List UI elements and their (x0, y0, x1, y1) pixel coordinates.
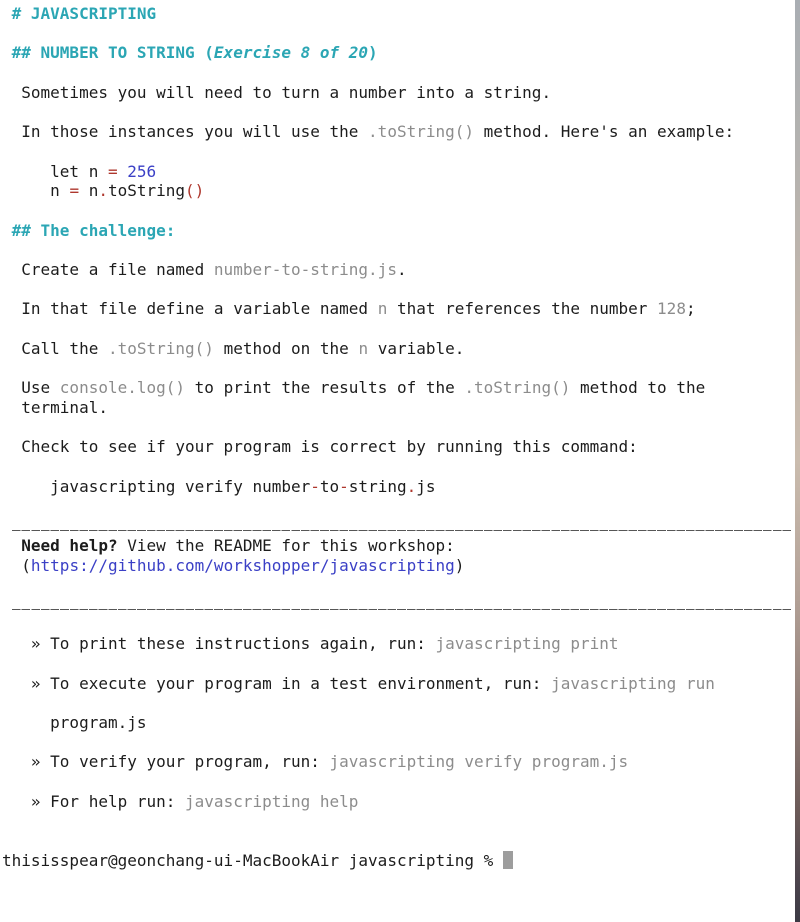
heading-text: ) (368, 43, 378, 63)
blank-line (2, 319, 795, 339)
blank-line (2, 693, 795, 713)
bullet-run-wrap (2, 713, 795, 733)
need-help-line (2, 536, 795, 556)
inline-code: .toString() (368, 122, 475, 142)
text: Create a file named (2, 260, 214, 280)
shell-prompt: thisisspear@geonchang-ui-MacBookAir javascripting % (2, 850, 503, 870)
syntax-symbol: - (310, 476, 320, 496)
text: View the README for this workshop: (117, 535, 455, 555)
markdown-h2-exercise (2, 43, 795, 63)
text: program.js (2, 713, 147, 733)
blank-line (2, 359, 795, 379)
blank-line (2, 102, 795, 122)
paragraph-console-log (2, 378, 795, 398)
text: ; (685, 299, 696, 319)
blank-line (2, 615, 795, 635)
blank-line (2, 24, 795, 44)
text: Sometimes you will need to turn a number into a string. (2, 82, 552, 102)
blank-line (2, 772, 795, 792)
text: toString (107, 181, 186, 201)
github-link[interactable]: https://github.com/workshopper/javascripting (30, 555, 455, 575)
inline-code: javascripting verify program.js (329, 752, 629, 772)
inline-code: 128 (657, 299, 686, 319)
markdown-h1-title (2, 4, 795, 24)
paragraph-console-log-wrap (2, 398, 795, 418)
code-let-n (2, 162, 795, 182)
inline-code: number-to-string.js (213, 260, 397, 280)
blank-line (2, 280, 795, 300)
bold-text: Need help? (21, 535, 118, 555)
horizontal-rule-line (12, 596, 791, 610)
bullet-help (2, 792, 795, 812)
text: that references the number (387, 299, 658, 319)
text: » For help run: (2, 791, 186, 811)
heading-text: ## NUMBER TO STRING ( (2, 43, 214, 63)
heading-text: # JAVASCRIPTING (2, 4, 157, 23)
blank-line (2, 457, 795, 477)
text: javascripting verify number (2, 476, 311, 496)
text: In those instances you will use the (2, 122, 369, 142)
desktop-edge-sliver (795, 0, 800, 922)
blank-line (2, 654, 795, 674)
text: In that file define a variable named (2, 299, 378, 319)
blank-line (2, 201, 795, 221)
horizontal-rule (2, 516, 795, 536)
syntax-symbol: = (69, 181, 80, 201)
paragraph-create-file (2, 260, 795, 280)
blank-line (2, 733, 795, 753)
syntax-symbol: . (98, 181, 108, 201)
shell-prompt-line[interactable] (2, 851, 795, 871)
text: ) (454, 555, 465, 575)
text: ( (2, 555, 31, 575)
syntax-symbol: - (339, 476, 349, 496)
paragraph-tostring (2, 122, 795, 142)
exercise-counter: Exercise 8 of 20 (213, 43, 369, 63)
paragraph-call-method (2, 339, 795, 359)
text: terminal. (2, 397, 108, 417)
syntax-symbol: = (107, 161, 118, 181)
text: n (2, 181, 70, 201)
paragraph-define-variable (2, 299, 795, 319)
blank-line (2, 63, 795, 83)
text: method. Here's an example: (474, 122, 735, 142)
paragraph-check-command (2, 437, 795, 457)
inline-code: .toString() (464, 378, 571, 398)
text: » To verify your program, run: (2, 752, 330, 772)
markdown-h2-challenge (2, 221, 795, 241)
paragraph-intro (2, 83, 795, 103)
text: Check to see if your program is correct by running this command: (2, 437, 638, 457)
inline-code: javascripting run (551, 673, 715, 693)
text: » To print these instructions again, run: (2, 634, 436, 654)
syntax-symbol: () (185, 181, 205, 201)
horizontal-rule-line (12, 517, 791, 531)
blank-line (2, 812, 795, 832)
text: method on the (213, 338, 359, 358)
text: variable. (368, 338, 465, 358)
blank-line (2, 240, 795, 260)
text: string (348, 476, 407, 496)
inline-code: javascripting print (435, 634, 619, 654)
heading-text: ## The challenge: (2, 220, 176, 240)
bullet-print (2, 634, 795, 654)
code-verify-command (2, 477, 795, 497)
text: Call the (2, 338, 108, 358)
number-literal: 256 (127, 161, 157, 181)
readme-link-line (2, 556, 795, 576)
blank-line (2, 418, 795, 438)
blank-line (2, 575, 795, 595)
text: method to the (570, 378, 706, 398)
text (2, 536, 21, 555)
inline-code: console.log() (59, 378, 186, 398)
text: let n (2, 161, 108, 181)
text (118, 162, 128, 181)
blank-line (2, 496, 795, 516)
inline-code: .toString() (107, 338, 214, 358)
blank-line (2, 142, 795, 162)
horizontal-rule (2, 595, 795, 615)
bullet-verify (2, 752, 795, 772)
blank-line (2, 831, 795, 851)
text: to print the results of the (185, 378, 465, 398)
terminal-cursor (503, 851, 513, 869)
inline-code: n (358, 338, 369, 358)
text: » To execute your program in a test environment, run: (2, 673, 552, 693)
inline-code: n (377, 299, 388, 319)
text: n (79, 181, 99, 201)
syntax-symbol: . (406, 476, 417, 496)
code-n-tostring (2, 181, 795, 201)
inline-code: javascripting help (185, 791, 359, 811)
text: to (319, 476, 340, 496)
text: js (416, 476, 436, 496)
bullet-run (2, 674, 795, 694)
text: Use (2, 378, 60, 398)
text: . (396, 260, 407, 280)
